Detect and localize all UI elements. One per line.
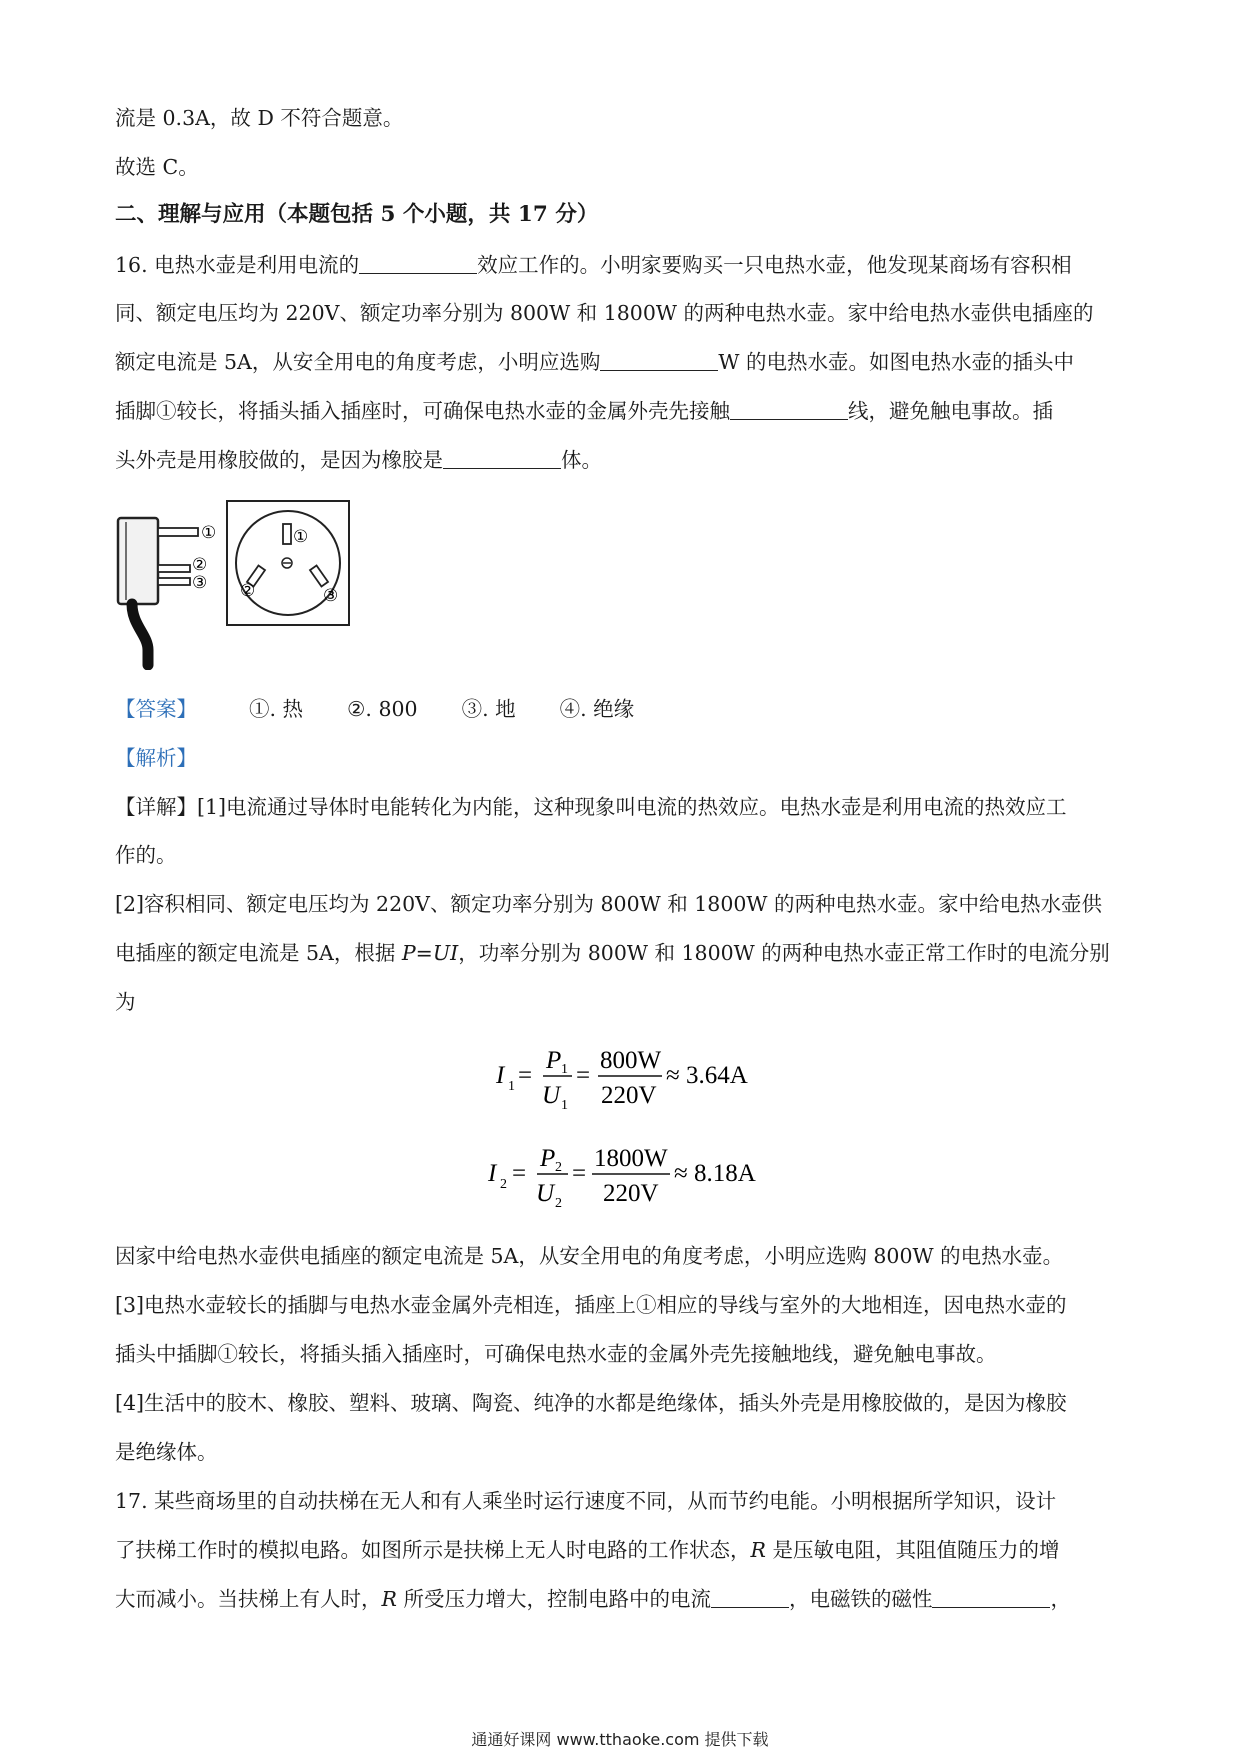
question-17-line: 了扶梯工作时的模拟电路。如图所示是扶梯上无人时电路的工作状态，R 是压敏电阻，其阻值随压力的增 [115, 1538, 1060, 1562]
analysis-line: 是绝缘体。 [115, 1440, 218, 1464]
svg-text:U: U [536, 1180, 555, 1207]
svg-text:=: = [518, 1062, 533, 1089]
page-footer: 通通好课网 www.tthaoke.com 提供下载 [471, 1730, 769, 1749]
svg-text:=: = [572, 1160, 587, 1187]
answer-blank [730, 399, 848, 420]
power-cord [132, 604, 148, 665]
plug-pin-1 [158, 528, 198, 536]
analysis-line: 为 [115, 990, 136, 1014]
analysis-line: [4]生活中的胶木、橡胶、塑料、玻璃、陶瓷、纯净的水都是绝缘体，插头外壳是用橡胶做的，是因为橡胶 [115, 1391, 1067, 1415]
answer-blank [932, 1587, 1050, 1608]
analysis-line: 电插座的额定电流是 5A，根据 P=UI，功率分别为 800W 和 1800W 的两种电热水壶正常工作时的电流分别 [115, 941, 1110, 965]
socket-label: ② [240, 581, 256, 600]
question-17-line: 大而减小。当扶梯上有人时，R 所受压力增大，控制电路中的电流 ，电磁铁的磁性 ， [115, 1587, 1071, 1611]
analysis-line: [2]容积相同、额定电压均为 220V、额定功率分别为 800W 和 1800W 的两种电热水壶。家中给电热水壶供 [115, 892, 1102, 916]
question-16-line: 16. 电热水壶是利用电流的 效应工作的。小明家要购买一只电热水壶，他发现某商场有容积相 [115, 253, 1072, 277]
plug-body [118, 518, 158, 604]
svg-text:P: P [546, 1047, 562, 1074]
analysis-line: 插头中插脚①较长，将插头插入插座时，可确保电热水壶的金属外壳先接触地线，避免触电事故。 [115, 1342, 997, 1366]
svg-text:I: I [488, 1160, 497, 1187]
analysis-line: 【详解】[1]电流通过导体时电能转化为内能，这种现象叫电流的热效应。电热水壶是利用电流的热效应工 [115, 795, 1067, 819]
svg-text:1: 1 [561, 1062, 568, 1077]
svg-text:I: I [496, 1062, 505, 1089]
answer-blank [711, 1587, 789, 1608]
analysis-line: 作的。 [115, 843, 177, 867]
analysis-label: 【解析】 [115, 746, 197, 770]
svg-text:2: 2 [555, 1160, 562, 1175]
svg-text:1800W: 1800W [594, 1145, 668, 1172]
text-line: 流是 0.3A，故 D 不符合题意。 [115, 106, 404, 130]
equation-1 [490, 1035, 770, 1115]
svg-text:220V: 220V [601, 1082, 657, 1109]
question-16-line: 额定电流是 5A，从安全用电的角度考虑，小明应选购 W 的电热水壶。如图电热水壶的插头中 [115, 350, 1074, 374]
answer-blank [359, 253, 477, 274]
socket-hole-1 [283, 524, 291, 544]
plug-pin-3 [158, 578, 190, 585]
analysis-line: [3]电热水壶较长的插脚与电热水壶金属外壳相连，插座上①相应的导线与室外的大地相连，因电热水壶的 [115, 1293, 1067, 1317]
answer-line: 【答案】 ①. 热 ②. 800 ③. 地 ④. 绝缘 [115, 697, 635, 721]
equation-2 [482, 1133, 772, 1213]
plug-pin-2 [158, 565, 190, 572]
question-16-line: 同、额定电压均为 220V、额定功率分别为 800W 和 1800W 的两种电热水壶。家中给电热水壶供电插座的 [115, 301, 1094, 325]
analysis-line: 因家中给电热水壶供电插座的额定电流是 5A，从安全用电的角度考虑，小明应选购 800W 的电热水壶。 [115, 1244, 1064, 1268]
plug-socket-figure [112, 500, 362, 670]
svg-text:=: = [576, 1062, 591, 1089]
svg-text:800W: 800W [600, 1047, 662, 1074]
plug-label: ② [192, 555, 208, 574]
section-heading: 二、理解与应用（本题包括 5 个小题，共 17 分） [115, 202, 599, 227]
answer-blank [600, 350, 718, 371]
socket-label: ③ [323, 586, 339, 605]
text-line: 故选 C。 [115, 155, 199, 179]
svg-text:2: 2 [500, 1177, 507, 1192]
svg-text:=: = [512, 1160, 527, 1187]
svg-text:P: P [540, 1145, 556, 1172]
svg-text:1: 1 [508, 1079, 515, 1094]
svg-text:U: U [542, 1082, 561, 1109]
answer-blank [443, 448, 561, 469]
svg-text:≈ 8.18A: ≈ 8.18A [674, 1160, 756, 1187]
svg-text:2: 2 [555, 1196, 562, 1211]
plug-label: ① [201, 523, 217, 542]
question-16-line: 头外壳是用橡胶做的，是因为橡胶是 体。 [115, 448, 602, 472]
plug-label: ③ [192, 573, 208, 592]
svg-text:220V: 220V [603, 1180, 659, 1207]
question-17-line: 17. 某些商场里的自动扶梯在无人和有人乘坐时运行速度不同，从而节约电能。小明根据所学知识，设计 [115, 1489, 1057, 1513]
socket-label: ① [293, 527, 309, 546]
svg-text:≈ 3.64A: ≈ 3.64A [666, 1062, 748, 1089]
question-16-line: 插脚①较长，将插头插入插座时，可确保电热水壶的金属外壳先接触 线，避免触电事故。插 [115, 399, 1053, 423]
svg-text:1: 1 [561, 1098, 568, 1113]
